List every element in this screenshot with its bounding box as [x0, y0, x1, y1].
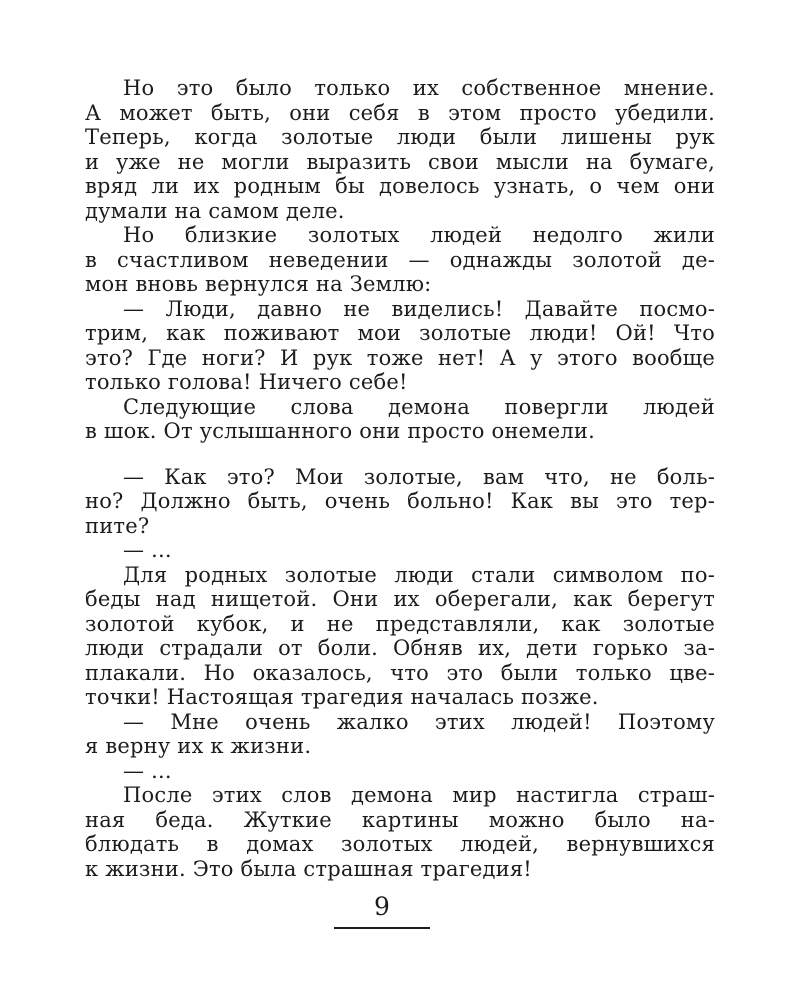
text-line: только голова! Ничего себе! [85, 370, 408, 394]
paragraph [85, 297, 715, 395]
text-line: вряд ли их родным бы довелось узнать, о чем они [85, 174, 715, 198]
text-line: пите? [85, 513, 150, 538]
text-line: блюдать в домах золотых людей, вернувшихся [85, 832, 715, 856]
text-line: это? Где ноги? И рук тоже нет! А у этого вообще [85, 345, 715, 370]
text-line: и уже не могли выразить свои мысли на бумаге, [85, 149, 715, 174]
text-line: я верну их к жизни. [85, 734, 312, 758]
text-line: — Люди, давно не виделись! Давайте посмо- [123, 296, 715, 321]
text-line: мон вновь вернулся на Землю: [85, 272, 432, 296]
text-line: ная беда. Жуткие картины можно было на- [85, 807, 715, 832]
paragraph [85, 710, 715, 759]
text-line: думали на самом деле. [85, 198, 345, 223]
paragraph [85, 76, 715, 223]
paragraph [85, 783, 715, 881]
text-line: А может быть, они себя в этом просто убедили. [85, 100, 715, 125]
page-number: 9 [374, 892, 390, 921]
text-line: — Как это? Мои золотые, вам что, не боль- [123, 464, 715, 489]
text-line: точки! Настоящая трагедия началась позже. [85, 685, 599, 709]
text-line: но? Должно быть, очень больно! Как вы это тер- [85, 489, 715, 513]
text-line: в счастливом неведении — однажды золотой де- [85, 247, 715, 272]
text-line: к жизни. Это была страшная трагедия! [85, 856, 532, 881]
text-line: Но близкие золотых людей недолго жили [123, 223, 715, 247]
text-line: плакали. Но оказалось, что это были только цве- [85, 660, 715, 685]
text-line: золотой кубок, и не представляли, как золотые [85, 611, 715, 636]
paragraph [85, 759, 715, 784]
page-footer [67, 894, 697, 929]
footer-rule [334, 927, 430, 929]
paragraph [85, 538, 715, 563]
text-line: беды над нищетой. Они их оберегали, как берегут [85, 587, 715, 611]
text-line: — ... [123, 538, 172, 562]
text-line: После этих слов демона мир настигла страш- [123, 783, 715, 807]
text-line: Следующие слова демона повергли людей [123, 394, 715, 419]
text-line: — Мне очень жалко этих людей! Поэтому [123, 709, 715, 734]
text-line: Для родных золотые люди стали символом по- [123, 562, 715, 587]
text-line: Теперь, когда золотые люди были лишены рук [85, 125, 715, 149]
paragraph [85, 395, 715, 444]
paragraph [85, 465, 715, 539]
text-block [85, 76, 715, 881]
text-line: трим, как поживают мои золотые люди! Ой! Что [85, 321, 715, 345]
text-line: в шок. От услышанного они просто онемели. [85, 419, 595, 443]
text-line: люди страдали от боли. Обняв их, дети горько за- [85, 636, 715, 660]
paragraph [85, 563, 715, 710]
text-line: Но это было только их собственное мнение. [123, 76, 715, 100]
text-line: — ... [123, 758, 172, 783]
paragraph [85, 223, 715, 297]
